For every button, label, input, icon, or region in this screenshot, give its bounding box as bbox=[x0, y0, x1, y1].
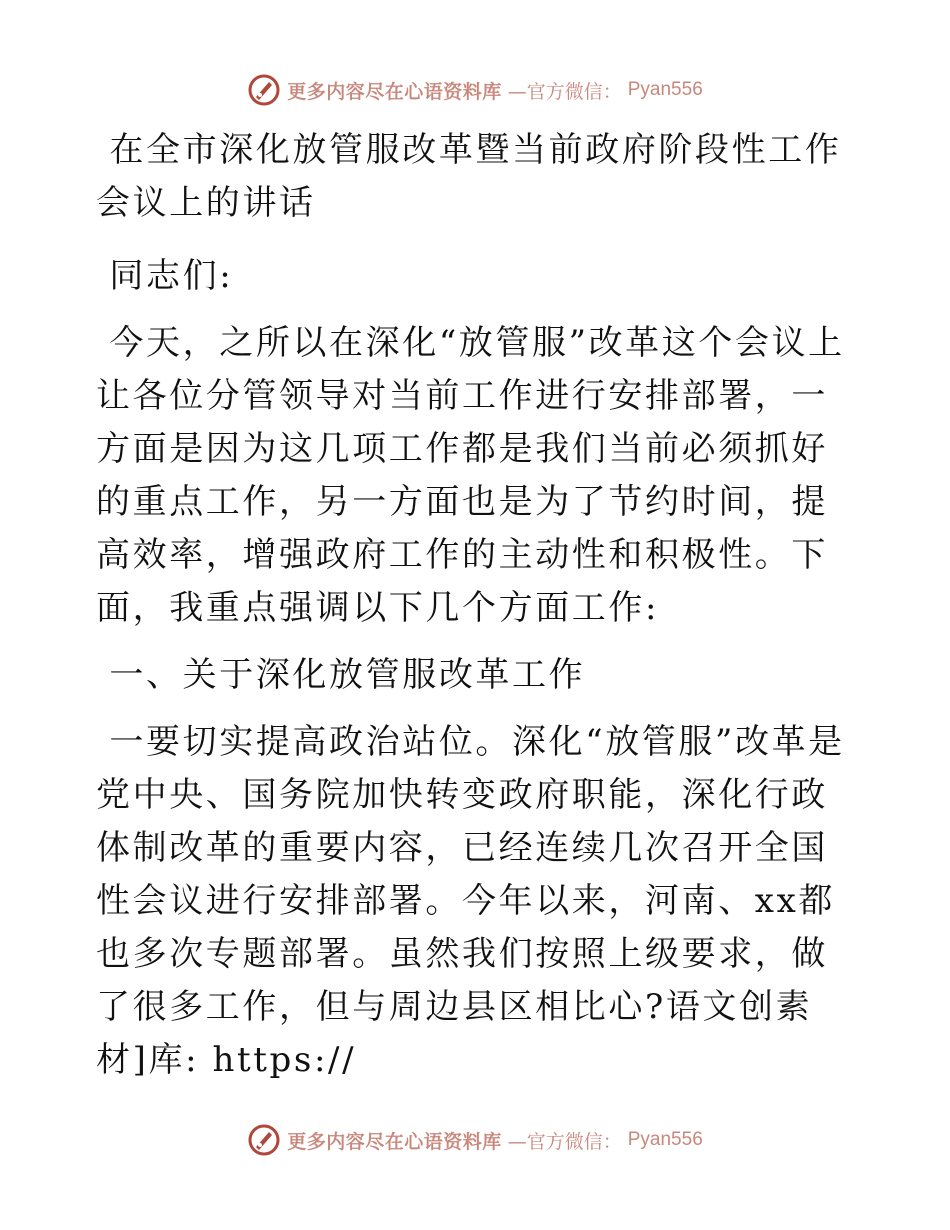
document-body bbox=[96, 124, 856, 1087]
watermark-main-text: 更多内容尽在心语资料库 bbox=[287, 1130, 502, 1153]
watermark-id-text: Pyan556 bbox=[627, 1129, 703, 1150]
pen-seal-logo-icon bbox=[247, 73, 281, 107]
watermark-sub-text: —官方微信： bbox=[507, 80, 622, 103]
greeting: 同志们: bbox=[96, 256, 234, 296]
document-title: 在全市深化放管服改革暨当前政府阶段性工作会议上的讲话 bbox=[96, 130, 842, 223]
section-heading-1: 一、关于深化放管服改革工作 bbox=[96, 655, 586, 695]
header-watermark bbox=[0, 70, 950, 110]
paragraph-section-1: 一要切实提高政治站位。深化“放管服”改革是党中央、国务院加快转变政府职能，深化行政体制改革的重要内容，已经连续几次召开全国性会议进行安排部署。今年以来，河南、xx都也多次专题部署。虽然我们按照上级要求，做了很多工作，但与周边县区相比心?语文创素材]库: https:// bbox=[96, 722, 845, 1080]
pen-seal-logo-icon bbox=[247, 1123, 281, 1157]
watermark-id-text: Pyan556 bbox=[627, 79, 703, 100]
footer-watermark bbox=[0, 1120, 950, 1160]
paragraph-intro: 今天，之所以在深化“放管服”改革这个会议上让各位分管领导对当前工作进行安排部署，一方面是因为这几项工作都是我们当前必须抓好的重点工作，另一方面也是为了节约时间，提高效率，增强政府工作的主动性和积极性。下面，我重点强调以下几个方面工作: bbox=[96, 323, 845, 628]
watermark-sub-text: —官方微信： bbox=[507, 1130, 622, 1153]
watermark-main-text: 更多内容尽在心语资料库 bbox=[287, 80, 502, 103]
